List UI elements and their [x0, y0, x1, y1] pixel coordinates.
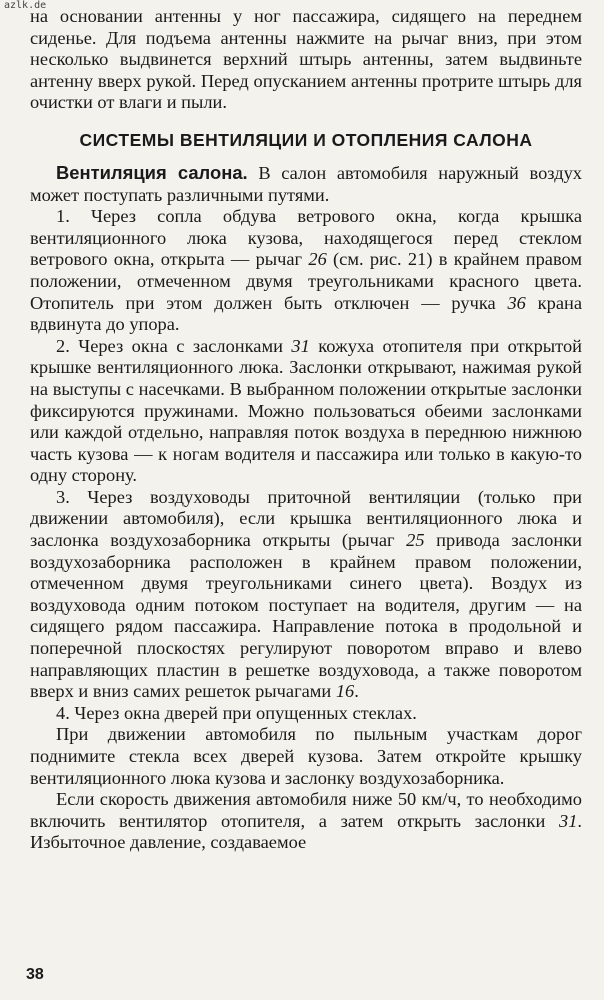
paragraph-text: . Избыточное давление, создаваемое — [30, 810, 582, 853]
list-item-text: привода заслонки воздухозаборника расположен в крайнем правом положении, отмеченном двумя треугольниками синего цвета). Воздух из воздуховода одним потоком поступает на водителя, другим — на сидящего рядом пассажира. Направление потока в продольной и поперечной плоскостях регулируют поворотом вправо и влево направляющих пластин в решетке воздуховода, а также поворотом вверх и вниз самих решеток рычагами — [30, 530, 582, 702]
list-item-text: 1. Через сопла обдува ветрового окна, когда крышка вентиляционного люка кузова, находящегося перед стеклом ветрового окна, открыта — рычаг — [30, 206, 582, 270]
list-item-text: 2. Через окна с заслонками — [56, 335, 292, 356]
list-item-text: (см. рис. 21) в крайнем правом положении, отмеченном двумя треугольниками красного цвета. Отопитель при этом должен быть отключен — ручка — [30, 249, 582, 313]
list-item-2 — [30, 336, 582, 487]
figure-reference: 31 — [291, 335, 310, 356]
list-item-1 — [30, 206, 582, 336]
list-item-4 — [30, 703, 582, 725]
section-title: СИСТЕМЫ ВЕНТИЛЯЦИИ И ОТОПЛЕНИЯ САЛОНА — [79, 129, 533, 150]
figure-reference: 16 — [335, 681, 355, 702]
figure-reference: 36 — [507, 292, 526, 313]
list-item-3 — [30, 487, 582, 703]
watermark: azlk.de — [4, 0, 47, 11]
list-item-text: кожуха отопителя при открытой крышке вентиляционного люка. Заслонки открывают, нажимая рукой на выступы с насечками. В выбранном положении открытые заслонки фиксируются пружинами. Можно пользоваться обеими заслонками или каждой отдельно, направляя поток воздуха в переднюю нижнюю часть кузова — к ногам водителя и пассажира или только в какую-то одну сторону. — [30, 335, 582, 486]
page-text — [30, 6, 582, 854]
list-item-text: . — [354, 681, 359, 702]
dust-paragraph: При движении автомобиля по пыльным участкам дорог поднимите стекла всех дверей кузова. Затем откройте крышку вентиляционного люка кузова и заслонку воздухозаборника. — [30, 724, 582, 788]
intro-paragraph: на основании антенны у ног пассажира, сидящего на переднем сиденье. Для подъема антенны нажмите на рычаг вниз, при этом несколько выдвинется верхний штырь антенны, затем выдвиньте антенну вверх рукой. Перед опусканием антенны протрите штырь для очистки от влаги и пыли. — [30, 6, 582, 113]
ventilation-lead-text: В салон автомобиля наружный воздух может поступать различными путями. — [30, 162, 582, 205]
figure-reference: 31 — [559, 810, 578, 831]
list-item-text: 4. Через окна дверей при опущенных стеклах. — [56, 702, 417, 723]
paragraph-text: Если скорость движения автомобиля ниже 50 км/ч, то необходимо включить вентилятор отопителя, а затем открыть заслонки — [30, 789, 582, 831]
list-item-text: 3. Через воздуховоды приточной вентиляции (только при движении автомобиля), если крышка вентиляционного люка и заслонка воздухозаборника открыты (рычаг — [30, 486, 582, 551]
figure-reference: 26 — [308, 249, 327, 270]
figure-reference: 25 — [406, 530, 425, 551]
list-item-text: крана вдвинута до упора. — [30, 292, 582, 335]
page-number: 38 — [26, 966, 44, 983]
ventilation-subheading: Вентиляция салона. — [56, 161, 248, 183]
speed-paragraph — [30, 789, 582, 854]
ventilation-intro-paragraph — [30, 162, 582, 206]
